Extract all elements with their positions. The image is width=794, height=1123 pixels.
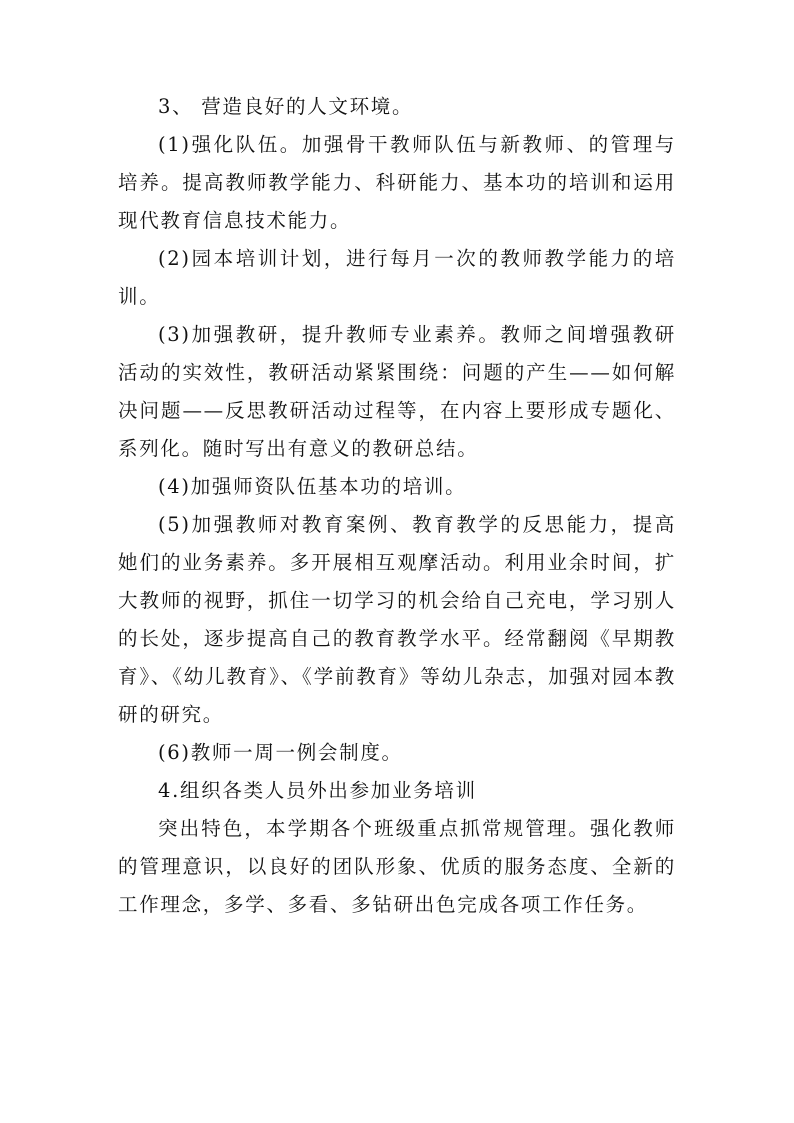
- paragraph-item-1: (1)强化队伍。加强骨干教师队伍与新教师、的管理与培养。提高教师教学能力、科研能力、基本功的培训和运用现代教育信息技术能力。: [118, 133, 676, 232]
- paragraph-item-5: (5)加强教师对教育案例、教育教学的反思能力，提高她们的业务素养。多开展相互观摩活动。利用业余时间，扩大教师的视野，抓住一切学习的机会给自己充电，学习别人的长处，逐步提高自己的教育教学水平。经常翻阅《早期教育》、《幼儿教育》、《学前教育》等幼儿杂志，加强对园本教研的研究。: [118, 513, 676, 726]
- paragraph-item-4: (4)加强师资队伍基本功的培训。: [158, 475, 467, 498]
- paragraph-closing: 突出特色，本学期各个班级重点抓常规管理。强化教师的管理意识，以良好的团队形象、优质的服务态度、全新的工作理念，多学、多看、多钻研出色完成各项工作任务。: [118, 817, 676, 916]
- paragraph-item-6: (6)教师一周一例会制度。: [158, 741, 403, 764]
- paragraph-item-2: (2)园本培训计划，进行每月一次的教师教学能力的培训。: [118, 247, 676, 308]
- section-heading-4: 4.组织各类人员外出参加业务培训: [158, 779, 477, 802]
- paragraph-item-3: (3)加强教研，提升教师专业素养。教师之间增强教研活动的实效性，教研活动紧紧围绕：问题的产生——如何解决问题——反思教研活动过程等，在内容上要形成专题化、系列化。随时写出有意义的教研总结。: [118, 323, 676, 460]
- section-heading-3: 3、 营造良好的人文环境。: [158, 95, 414, 118]
- document-body: [118, 88, 676, 924]
